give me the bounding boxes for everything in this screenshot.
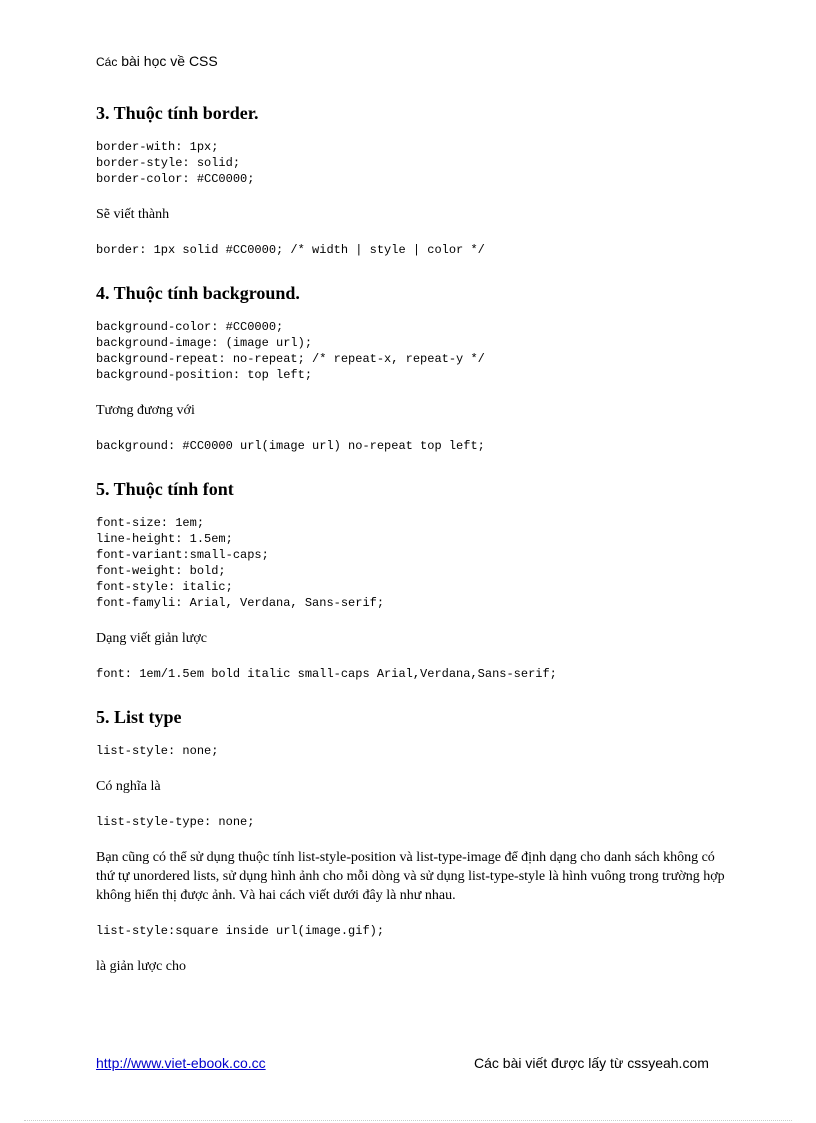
page-bottom-divider <box>24 1120 792 1121</box>
code-background-shorthand: background: #CC0000 url(image url) no-repeat top left; <box>96 439 485 453</box>
code-border-longhand: border-with: 1px; border-style: solid; border-color: #CC0000; <box>96 140 255 186</box>
heading-background: 4. Thuộc tính background. <box>96 283 300 303</box>
text-list-shorthand-for: là giản lược cho <box>96 959 187 974</box>
code-list-style-type: list-style-type: none; <box>96 815 255 829</box>
page-header <box>96 53 218 69</box>
text-list-meaning: Có nghĩa là <box>96 779 161 794</box>
text-background-shorthand-intro: Tương đương với <box>96 403 195 418</box>
code-list-style-shorthand: list-style:square inside url(image.gif); <box>96 924 385 938</box>
heading-border: 3. Thuộc tính border. <box>96 103 259 123</box>
code-font-longhand: font-size: 1em; line-height: 1.5em; font-variant:small-caps; font-weight: bold; font-style: italic; font-famyli: Arial, Verdana, Sans-serif; <box>96 516 385 610</box>
code-list-style: list-style: none; <box>96 744 219 758</box>
footer-link[interactable]: http://www.viet-ebook.co.cc <box>96 1055 266 1071</box>
heading-list-type: 5. List type <box>96 707 182 727</box>
code-border-shorthand: border: 1px solid #CC0000; /* width | style | color */ <box>96 243 485 257</box>
footer-credit: Các bài viết được lấy từ cssyeah.com <box>474 1055 709 1071</box>
document-body <box>96 100 736 976</box>
heading-font: 5. Thuộc tính font <box>96 479 234 499</box>
code-background-longhand: background-color: #CC0000; background-image: (image url); background-repeat: no-repeat; /* repeat-x, repeat-y */ background-position: top left; <box>96 320 485 382</box>
header-prefix: Các <box>96 55 118 69</box>
paragraph-list-explanation: Bạn cũng có thể sử dụng thuộc tính list-style-position và list-type-image để định dạng cho danh sách không có thứ tự unordered lists, sử dụng hình ảnh cho mỗi dòng và sử dụng list-type-style là hình vuông trong trường hợp không hiển thị được ảnh. Và hai cách viết dưới đây là như nhau. <box>96 850 725 903</box>
text-border-shorthand-intro: Sẽ viết thành <box>96 207 170 222</box>
text-font-shorthand-intro: Dạng viết giản lược <box>96 631 208 646</box>
code-font-shorthand: font: 1em/1.5em bold italic small-caps Arial,Verdana,Sans-serif; <box>96 667 557 681</box>
header-title: bài học về CSS <box>121 53 218 69</box>
